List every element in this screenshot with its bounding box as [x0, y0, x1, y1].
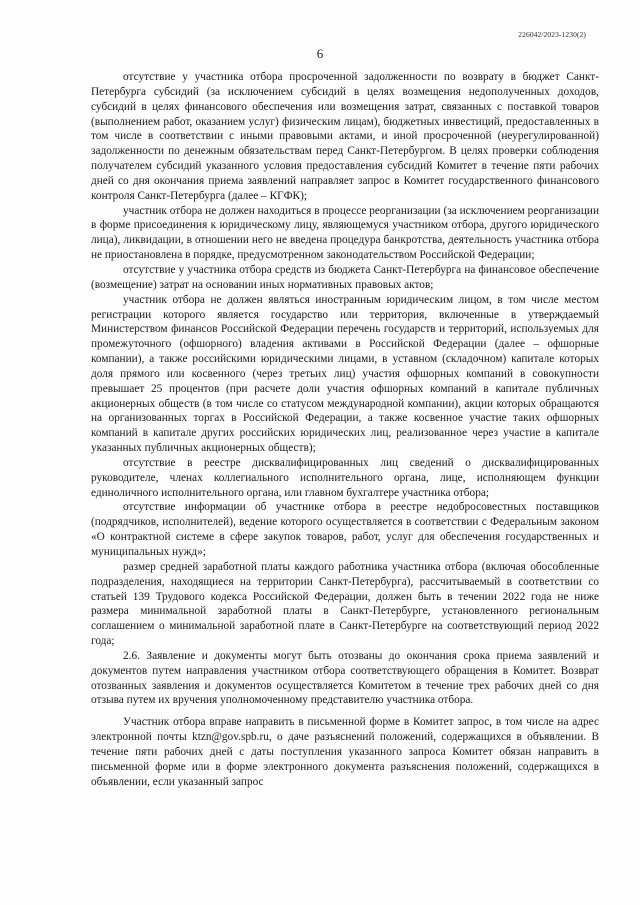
paragraph-no-other-budget-funds: отсутствие у участника отбора средств из бюджета Санкт-Петербурга на финансовое обеспечение (возмещение) затрат на основании иных нормативных правовых актов; [91, 263, 599, 291]
document-registration-number: 226042/2023-1230(2) [518, 30, 586, 39]
document-body [91, 70, 599, 790]
page-number: 6 [316, 46, 324, 61]
paragraph-no-overdue-debt: отсутствие у участника отбора просроченной задолженности по возврату в бюджет Санкт-Петербурга субсидий (за исключением субсидий в целях возмещения недополученных доходов, субсидий в целях финансового обеспечения или возмещения затрат, связанных с поставкой товаров (выполнением работ, оказанием услуг) физическим лицам), бюджетных инвестиций, предоставленных в том числе в соответствии с иными правовыми актами, и иной просроченной (неурегулированной) задолженности по денежным обязательствам перед Санкт-Петербургом. В целях проверки соблюдения получателем субсидий указанного условия предоставления субсидий Комитет в течение пяти рабочих дней со дня окончания приема заявлений направляет запрос в Комитет государственного финансового контроля Санкт-Петербурга (далее – КГФК); [91, 71, 599, 202]
paragraph-no-disqualified-persons: отсутствие в реестре дисквалифицированных лиц сведений о дисквалифицированных руководителе, членах коллегиального исполнительного органа, лице, исполняющем функции единоличного исполнительного органа, или главном бухгалтере участника отбора; [91, 456, 599, 499]
paragraph-no-unfair-suppliers: отсутствие информации об участнике отбора в реестре недобросовестных поставщиков (подрядчиков, исполнителей), ведение которого осуществляется в соответствии с Федеральным законом «О контрактной системе в сфере закупок товаров, работ, услуг для обеспечения государственных и муниципальных нужд»; [91, 501, 599, 558]
paragraph-clarification-request: Участник отбора вправе направить в письменной форме в Комитет запрос, в том числе на адрес электронной почты ktzn@gov.spb.ru, о даче разъяснений положений, содержащихся в объявлении. В течение пяти рабочих дней с даты поступления указанного запроса Комитет обязан направить в письменной форме или в форме электронного документа разъяснения положений, содержащихся в объявлении, если указанный запрос [91, 716, 599, 788]
paragraph-2-6-withdrawal: 2.6. Заявление и документы могут быть отозваны до окончания срока приема заявлений и документов путем направления участником отбора соответствующего обращения в Комитет. Возврат отозванных заявления и документов осуществляется Комитетом в течение трех рабочих дней со дня отзыва путем их вручения уполномоченному представителю участника отбора. [91, 649, 599, 707]
paragraph-not-foreign-entity: участник отбора не должен являться иностранным юридическим лицом, в том числе местом регистрации которого является государство или территория, включенные в утверждаемый Министерством финансов Российской Федерации перечень государств и территорий, используемых для промежуточного (офшорного) владения активами в Российской Федерации (далее – офшорные компании), а также российскими юридическими лицами, в уставном (складочном) капитале которых доля прямого или косвенного (через третьих лиц) участия офшорных компаний в совокупности превышает 25 процентов (при расчете доли участия офшорных компаний в капитале публичных акционерных обществ (в том числе со статусом международной компании), акции которых обращаются на организованных торгах в Российской Федерации, а также косвенное участие таких офшорных компаний в капитале других российских юридических лиц, реализованное через участие в капитале указанных публичных акционерных обществ); [91, 293, 599, 455]
paragraph-no-reorganization: участник отбора не должен находиться в процессе реорганизации (за исключением реорганизации в форме присоединения к юридическому лицу, являющемуся участником отбора, другого юридического лица), ликвидации, в отношении него не введена процедура банкротства, деятельность участника отбора не приостановлена в порядке, предусмотренном законодательством Российской Федерации; [91, 204, 599, 262]
paragraph-average-salary: размер средней заработной платы каждого работника участника отбора (включая обособленные подразделения, находящиеся на территории Санкт-Петербурга), рассчитываемый в соответствии со статьей 139 Трудового кодекса Российской Федерации, должен быть в течении 2022 года не ниже размера минимальной заработной платы в Санкт-Петербурге, установленного региональным соглашением о минимальной заработной плате в Санкт-Петербурге на соответствующий период 2022 года; [91, 560, 599, 648]
